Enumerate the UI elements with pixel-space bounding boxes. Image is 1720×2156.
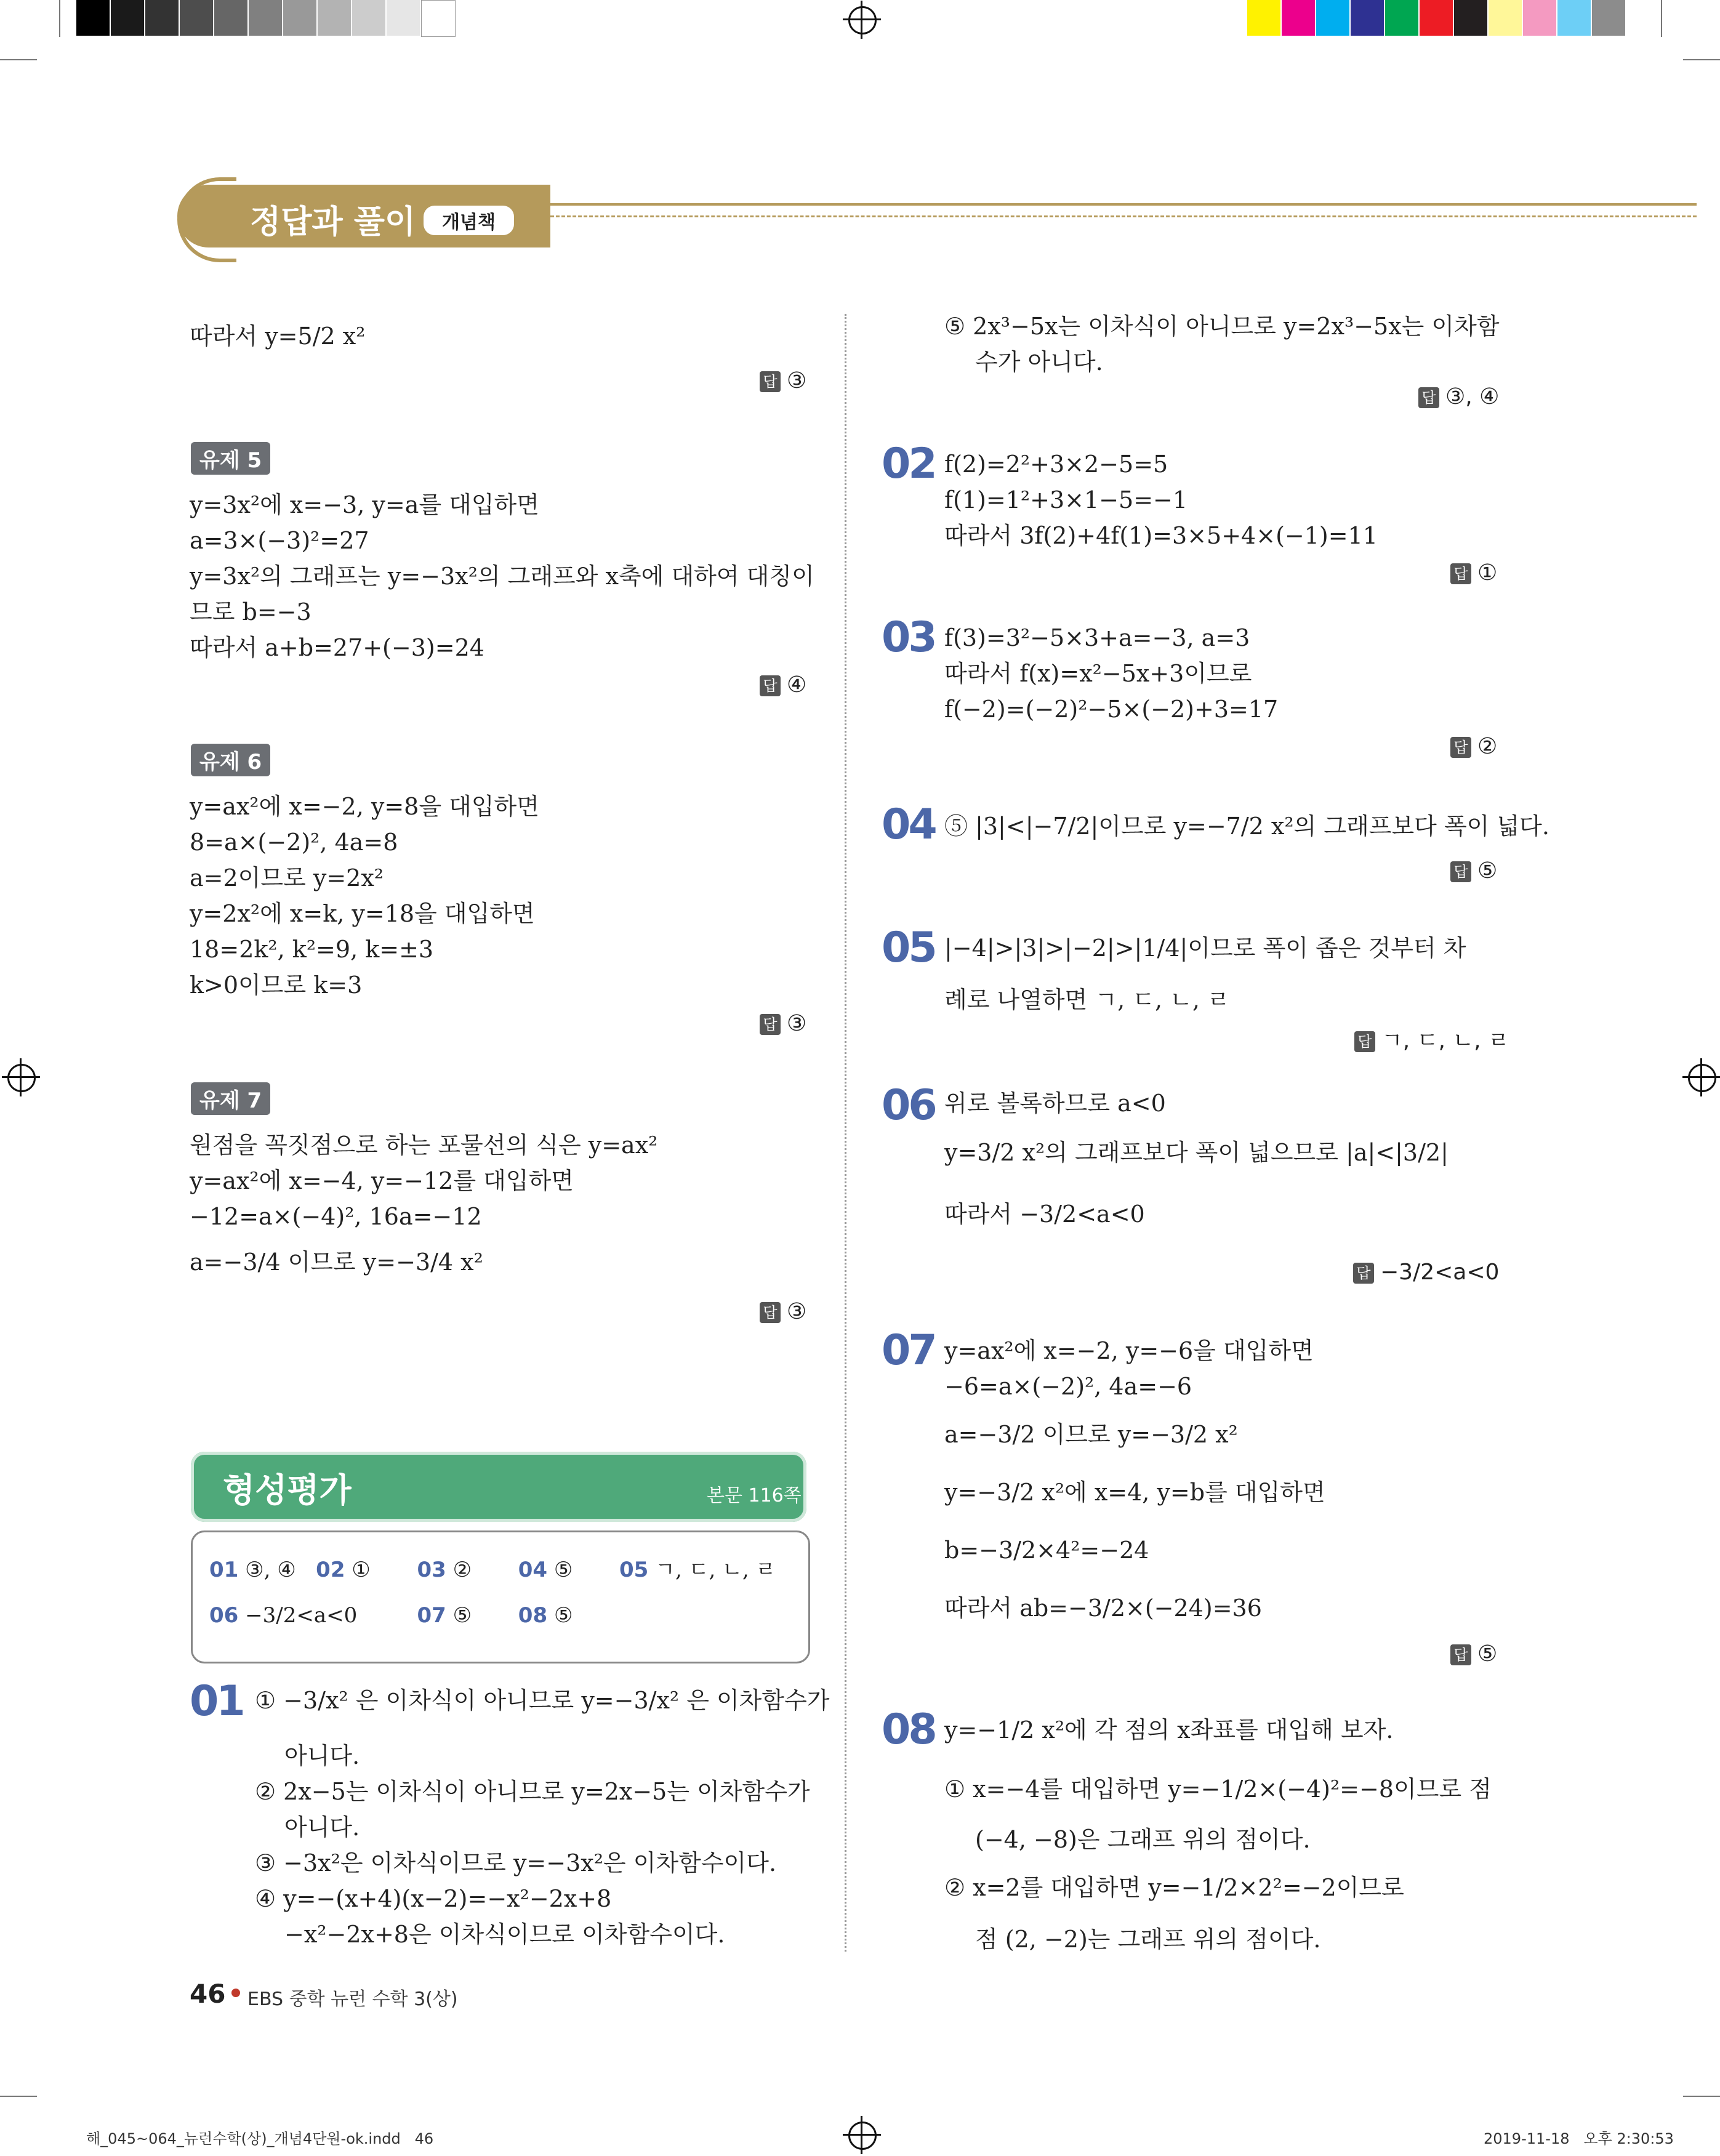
- p06-line-3: 따라서 −3/2<a<0: [944, 1201, 1145, 1228]
- p07-line-4: y=−3/2 x²에 x=4, y=b를 대입하면: [944, 1479, 1325, 1506]
- registration-mark-left: [7, 1064, 36, 1092]
- p02-line-3: 따라서 3f(2)+4f(1)=3×5+4×(−1)=11: [944, 522, 1378, 549]
- p06-line-1: 위로 볼록하므로 a<0: [944, 1090, 1166, 1117]
- p01-line-7: −x²−2x+8은 이차식이므로 이차함수이다.: [284, 1921, 725, 1948]
- example-6-tag: 유제 6: [191, 744, 270, 776]
- p05-line-2: 례로 나열하면 ㄱ, ㄷ, ㄴ, ㄹ: [944, 986, 1230, 1013]
- header-title: 정답과 풀이: [250, 204, 416, 241]
- p01-line-2: 아니다.: [284, 1742, 360, 1769]
- ex5-line-1: y=3x²에 x=−3, y=a를 대입하면: [190, 491, 539, 518]
- assessment-title: 형성평가: [223, 1471, 352, 1510]
- p07-line-3: a=−3/2 이므로 y=−3/2 x²: [944, 1421, 1238, 1448]
- p01-cont-line-1: ⑤ 2x³−5x는 이차식이 아니므로 y=2x³−5x는 이차함: [944, 313, 1500, 340]
- problem-02-number: 02: [882, 440, 935, 488]
- p01-line-3: ② 2x−5는 이차식이 아니므로 y=2x−5는 이차함수가: [255, 1778, 810, 1805]
- p08-line-2: ① x=−4를 대입하면 y=−1/2×(−4)²=−8이므로 점: [944, 1776, 1492, 1803]
- trim-line-bottom-left: [0, 2096, 37, 2097]
- p08-line-5: 점 (2, −2)는 그래프 위의 점이다.: [975, 1926, 1321, 1953]
- ex6-line-6: k>0이므로 k=3: [190, 971, 363, 999]
- page-number: 46: [190, 1979, 226, 2009]
- p04-answer: 답 ⑤: [1450, 858, 1497, 883]
- registration-mark-top: [848, 6, 877, 34]
- ex6-line-3: a=2이므로 y=2x²: [190, 864, 384, 891]
- book-title: EBS 중학 뉴런 수학 3(상): [247, 1989, 458, 2010]
- ex7-line-4: a=−3/4 이므로 y=−3/4 x²: [190, 1249, 483, 1276]
- p03-line-3: f(−2)=(−2)²−5×(−2)+3=17: [944, 696, 1279, 723]
- p05-line-1: |−4|>|3|>|−2|>|1/4|이므로 폭이 좁은 것부터 차: [944, 935, 1466, 962]
- header-subtitle: 개념책: [424, 206, 514, 235]
- file-info: 해_045~064_뉴런수학(상)_개념4단원-ok.indd 46: [86, 2130, 434, 2147]
- p01-line-5: ③ −3x²은 이차식이므로 y=−3x²은 이차함수이다.: [255, 1849, 777, 1876]
- p03-answer: 답 ②: [1450, 734, 1497, 759]
- p06-line-2: y=3/2 x²의 그래프보다 폭이 넓으므로 |a|<|3/2|: [944, 1139, 1449, 1166]
- example-5-tag: 유제 5: [191, 442, 270, 475]
- p03-line-2: 따라서 f(x)=x²−5x+3이므로: [944, 660, 1252, 687]
- p01-line-4: 아니다.: [284, 1814, 360, 1841]
- header-rule: [550, 203, 1697, 206]
- ex7-line-3: −12=a×(−4)², 16a=−12: [190, 1203, 482, 1230]
- ex7-answer: 답 ③: [760, 1299, 806, 1324]
- ex5-line-3: y=3x²의 그래프는 y=−3x²의 그래프와 x축에 대하여 대칭이: [190, 563, 814, 590]
- registration-mark-right: [1688, 1064, 1716, 1092]
- ex7-line-1: 원점을 꼭짓점으로 하는 포물선의 식은 y=ax²: [190, 1132, 658, 1159]
- p08-line-1: y=−1/2 x²에 각 점의 x좌표를 대입해 보자.: [944, 1716, 1394, 1744]
- ex6-line-2: 8=a×(−2)², 4a=8: [190, 829, 398, 856]
- p05-answer: 답 ㄱ, ㄷ, ㄴ, ㄹ: [1354, 1023, 1509, 1055]
- ex6-line-4: y=2x²에 x=k, y=18을 대입하면: [190, 900, 535, 927]
- ex6-answer: 답 ③: [760, 1011, 806, 1036]
- assessment-answers: [191, 1531, 810, 1663]
- assessment-row-2: 06 −3/2<a<0 07 ⑤ 08 ⑤: [209, 1603, 573, 1628]
- column-divider: [845, 314, 846, 1952]
- p07-line-5: b=−3/2×4²=−24: [944, 1537, 1149, 1564]
- ex5-line-4: 므로 b=−3: [190, 598, 311, 625]
- example-7-tag: 유제 7: [191, 1082, 270, 1115]
- p06-answer: 답 −3/2<a<0: [1353, 1260, 1499, 1285]
- assessment-row-1: 01 ③, ④ 02 ① 03 ② 04 ⑤ 05 ㄱ, ㄷ, ㄴ, ㄹ: [209, 1558, 776, 1582]
- p01-answer: 답 ③, ④: [1418, 384, 1499, 409]
- header-curve: [177, 177, 236, 262]
- p03-line-1: f(3)=3²−5×3+a=−3, a=3: [944, 624, 1250, 651]
- p02-answer: 답 ①: [1450, 560, 1497, 585]
- trim-line-bottom-right: [1683, 2096, 1720, 2097]
- trim-line-top-left: [0, 59, 37, 60]
- trim-line-vertical-left: [59, 0, 60, 37]
- p04-line-1: ⑤ |3|<|−7/2|이므로 y=−7/2 x²의 그래프보다 폭이 넓다.: [944, 813, 1549, 840]
- problem-04-number: 04: [882, 800, 935, 849]
- ex6-line-1: y=ax²에 x=−2, y=8을 대입하면: [190, 793, 539, 820]
- trim-line-top-right: [1683, 59, 1720, 60]
- problem-01-number: 01: [190, 1677, 243, 1726]
- intro-answer: 답 ③: [760, 368, 806, 393]
- problem-03-number: 03: [882, 613, 935, 662]
- p01-line-6: ④ y=−(x+4)(x−2)=−x²−2x+8: [255, 1885, 612, 1912]
- p01-line-1: ① −3/x² 은 이차식이 아니므로 y=−3/x² 은 이차함수가: [255, 1687, 830, 1714]
- ex7-line-2: y=ax²에 x=−4, y=−12를 대입하면: [190, 1167, 574, 1194]
- p02-line-1: f(2)=2²+3×2−5=5: [944, 451, 1168, 478]
- p01-cont-line-2: 수가 아니다.: [975, 348, 1103, 376]
- registration-mark-bottom: [848, 2122, 877, 2150]
- ex5-line-5: 따라서 a+b=27+(−3)=24: [190, 634, 484, 661]
- problem-08-number: 08: [882, 1705, 935, 1754]
- footer-dot: [231, 1989, 240, 1997]
- p07-line-6: 따라서 ab=−3/2×(−24)=36: [944, 1595, 1262, 1622]
- ex5-line-2: a=3×(−3)²=27: [190, 527, 369, 554]
- p07-line-1: y=ax²에 x=−2, y=−6을 대입하면: [944, 1337, 1314, 1364]
- problem-05-number: 05: [882, 923, 935, 972]
- assessment-ref: 본문 116쪽: [707, 1485, 802, 1506]
- intro-line: 따라서 y=5/2 x²: [190, 323, 366, 350]
- problem-06-number: 06: [882, 1081, 935, 1130]
- p08-line-4: ② x=2를 대입하면 y=−1/2×2²=−2이므로: [944, 1874, 1404, 1901]
- ex6-line-5: 18=2k², k²=9, k=±3: [190, 936, 434, 963]
- print-timestamp: 2019-11-18 오후 2:30:53: [1484, 2130, 1674, 2147]
- header-rule-dashed: [550, 215, 1697, 217]
- p02-line-2: f(1)=1²+3×1−5=−1: [944, 486, 1188, 513]
- ex5-answer: 답 ④: [760, 672, 806, 698]
- p08-line-3: (−4, −8)은 그래프 위의 점이다.: [975, 1826, 1311, 1853]
- p07-line-2: −6=a×(−2)², 4a=−6: [944, 1373, 1192, 1400]
- trim-line-vertical-right: [1661, 0, 1662, 37]
- problem-07-number: 07: [882, 1326, 935, 1375]
- p07-answer: 답 ⑤: [1450, 1641, 1497, 1667]
